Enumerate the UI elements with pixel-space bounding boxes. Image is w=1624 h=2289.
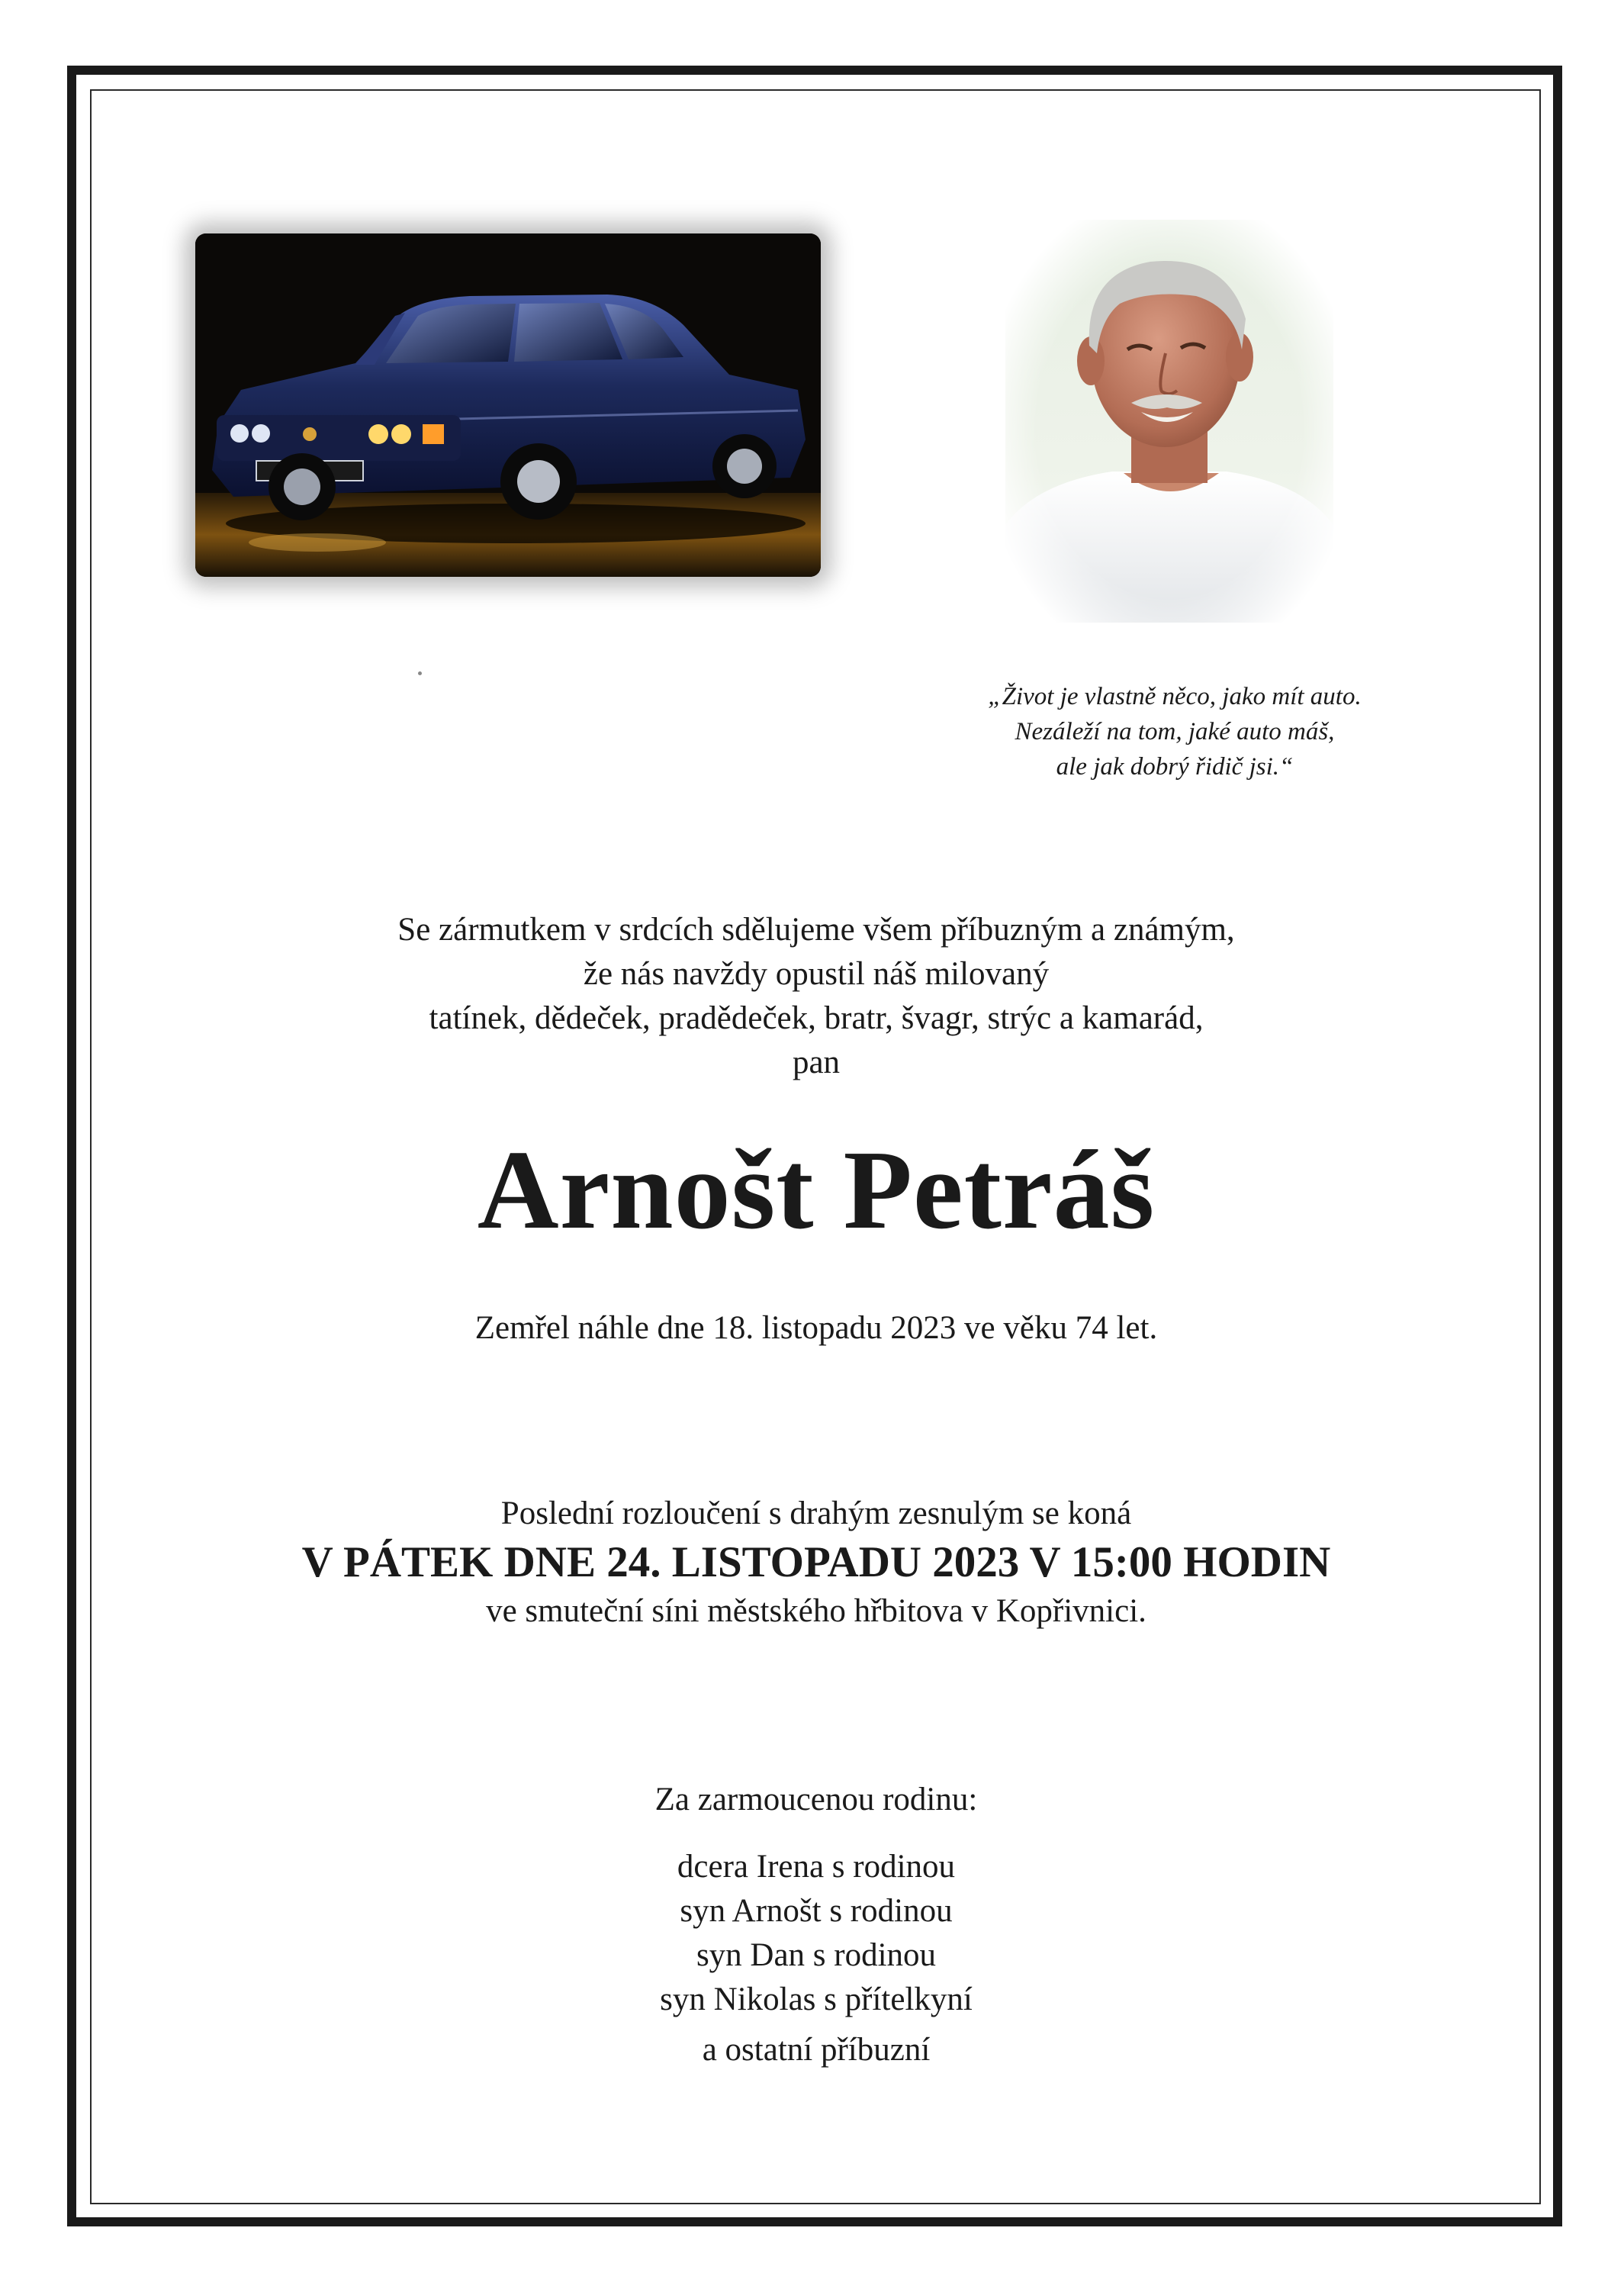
announcement-line: tatínek, dědeček, pradědeček, bratr, švagr, strýc a kamarád, xyxy=(429,1000,1204,1036)
farewell-place: ve smuteční síni městského hřbitova v Kopřivnici. xyxy=(486,1593,1146,1629)
family-member: syn Nikolas s přítelkyní xyxy=(660,1982,973,2017)
family-heading: Za zarmoucenou rodinu: xyxy=(654,1782,978,1817)
quote-line: „Život je vlastně něco, jako mít auto. xyxy=(988,683,1362,710)
announcement-text xyxy=(153,908,1480,1085)
portrait-photo xyxy=(1005,220,1333,623)
farewell-section xyxy=(153,1492,1480,1634)
family-member: dcera Irena s rodinou xyxy=(677,1849,956,1885)
announcement-line: že nás navždy opustil náš milovaný xyxy=(583,956,1050,992)
family-member: syn Dan s rodinou xyxy=(696,1937,937,1973)
scan-speck xyxy=(418,671,422,675)
farewell-intro: Poslední rozloučení s drahým zesnulým se koná xyxy=(500,1495,1132,1531)
car-photo xyxy=(195,233,821,577)
deceased-name: Arnošt Petráš xyxy=(477,1128,1156,1253)
quote-line: ale jak dobrý řidič jsi.“ xyxy=(1056,753,1294,781)
family-member: syn Arnošt s rodinou xyxy=(680,1893,953,1929)
quote-line: Nezáleží na tom, jaké auto máš, xyxy=(1015,718,1335,745)
family-member: a ostatní příbuzní xyxy=(702,2032,931,2068)
farewell-date: V PÁTEK DNE 24. LISTOPADU 2023 V 15:00 HODIN xyxy=(301,1538,1331,1586)
memorial-quote xyxy=(900,679,1449,784)
death-info: Zemřel náhle dne 18. listopadu 2023 ve věku 74 let. xyxy=(474,1310,1158,1346)
announcement-line: Se zármutkem v srdcích sdělujeme všem příbuzným a známým, xyxy=(397,912,1235,948)
family-section xyxy=(153,1778,1480,2072)
announcement-line: pan xyxy=(792,1045,841,1080)
